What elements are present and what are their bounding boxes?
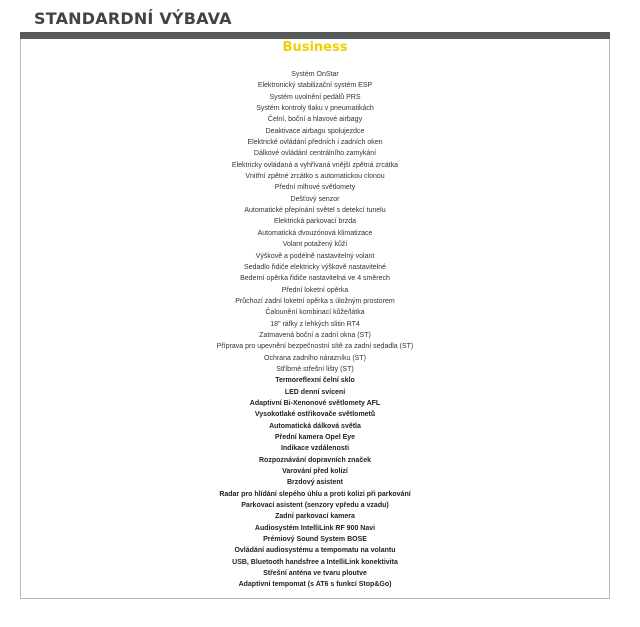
feature-item: Brzdový asistent bbox=[286, 479, 344, 487]
feature-item: Střešní anténa ve tvaru ploutve bbox=[263, 570, 367, 578]
feature-item: Průchozí zadní loketní opěrka s úložným prostorem bbox=[235, 297, 395, 305]
feature-item: Volant potažený kůží bbox=[282, 241, 348, 249]
feature-item: Elektronický stabilizační systém ESP bbox=[257, 82, 373, 90]
header-bar bbox=[20, 32, 610, 39]
feature-item: Elektrická parkovací brzda bbox=[273, 218, 357, 226]
feature-item: Indikace vzdálenosti bbox=[280, 445, 350, 453]
equipment-card bbox=[20, 39, 610, 599]
feature-item: Sedadlo řidiče elektricky výškově nastavitelné bbox=[243, 263, 386, 271]
feature-item: Elektrické ovládání předních i zadních oken bbox=[247, 139, 383, 147]
feature-item: Termoreflexní čelní sklo bbox=[275, 377, 355, 385]
feature-item: Vnitřní zpětné zrcátko s automatickou clonou bbox=[245, 173, 385, 181]
feature-item: Systém kontroly tlaku v pneumatikách bbox=[256, 105, 374, 113]
feature-item: Přední mlhové světlomety bbox=[274, 184, 356, 192]
feature-item: Deaktivace airbagu spolujezdce bbox=[265, 127, 365, 135]
feature-item: Radar pro hlídání slepého úhlu a proti kolizi při parkování bbox=[219, 490, 411, 498]
page-title: STANDARDNÍ VÝBAVA bbox=[34, 9, 232, 28]
feature-item: Adaptivní Bi-Xenonové světlomety AFL bbox=[249, 399, 381, 407]
feature-item: Přední loketní opěrka bbox=[281, 286, 349, 294]
feature-item: LED denní svícení bbox=[284, 388, 346, 396]
feature-item: Automatické přepínání světel s detekcí tunelu bbox=[244, 207, 386, 215]
feature-item: Dešťový senzor bbox=[290, 195, 340, 203]
feature-item: Automatická dvouzónová klimatizace bbox=[257, 229, 373, 237]
trim-heading: Business bbox=[282, 40, 348, 55]
feature-item: Bederní opěrka řidiče nastavitelná ve 4 směrech bbox=[240, 275, 390, 283]
feature-item: Adaptivní tempomat (s AT6 s funkcí Stop&Go) bbox=[238, 581, 392, 589]
feature-item: Vysokotlaké ostřikovače světlometů bbox=[254, 411, 376, 419]
feature-item: Systém uvolnění pedálů PRS bbox=[269, 93, 361, 101]
feature-item: Rozpoznávání dopravních značek bbox=[258, 456, 372, 464]
feature-list bbox=[21, 69, 609, 591]
feature-item: Varování před kolizí bbox=[282, 468, 348, 476]
feature-item: Zatmavená boční a zadní okna (ST) bbox=[259, 331, 371, 339]
feature-item: Čalounění kombinací kůže/látka bbox=[265, 309, 365, 317]
feature-item: USB, Bluetooth handsfree a IntelliLink konektivita bbox=[232, 558, 398, 566]
feature-item: Elektricky ovládaná a vyhřívaná vnější zpětná zrcátka bbox=[231, 161, 399, 169]
feature-item: Stříbrné střešní lišty (ST) bbox=[276, 365, 354, 373]
feature-item: Prémiový Sound System BOSE bbox=[263, 536, 367, 544]
feature-item: Ovládání audiosystému a tempomatu na volantu bbox=[234, 547, 396, 555]
feature-item: Výškově a podélně nastavitelný volant bbox=[255, 252, 375, 260]
feature-item: Automatická dálková světla bbox=[269, 422, 361, 430]
feature-item: Ochrana zadního nárazníku (ST) bbox=[264, 354, 366, 362]
feature-item: 18" ráfky z lehkých slitin RT4 bbox=[270, 320, 360, 328]
feature-item: Dálkové ovládání centrálního zamykání bbox=[253, 150, 377, 158]
feature-item: Audiosystém IntelliLink RF 900 Navi bbox=[254, 524, 376, 532]
feature-item: Systém OnStar bbox=[291, 71, 339, 78]
feature-item: Parkovací asistent (senzory vpředu a vzadu) bbox=[241, 502, 389, 510]
feature-item: Čelní, boční a hlavové airbagy bbox=[267, 116, 363, 124]
feature-item: Zadní parkovací kamera bbox=[275, 513, 355, 521]
feature-item: Příprava pro upevnění bezpečnostní sítě za zadní sedadla (ST) bbox=[216, 343, 414, 351]
feature-item: Přední kamera Opel Eye bbox=[274, 434, 356, 441]
